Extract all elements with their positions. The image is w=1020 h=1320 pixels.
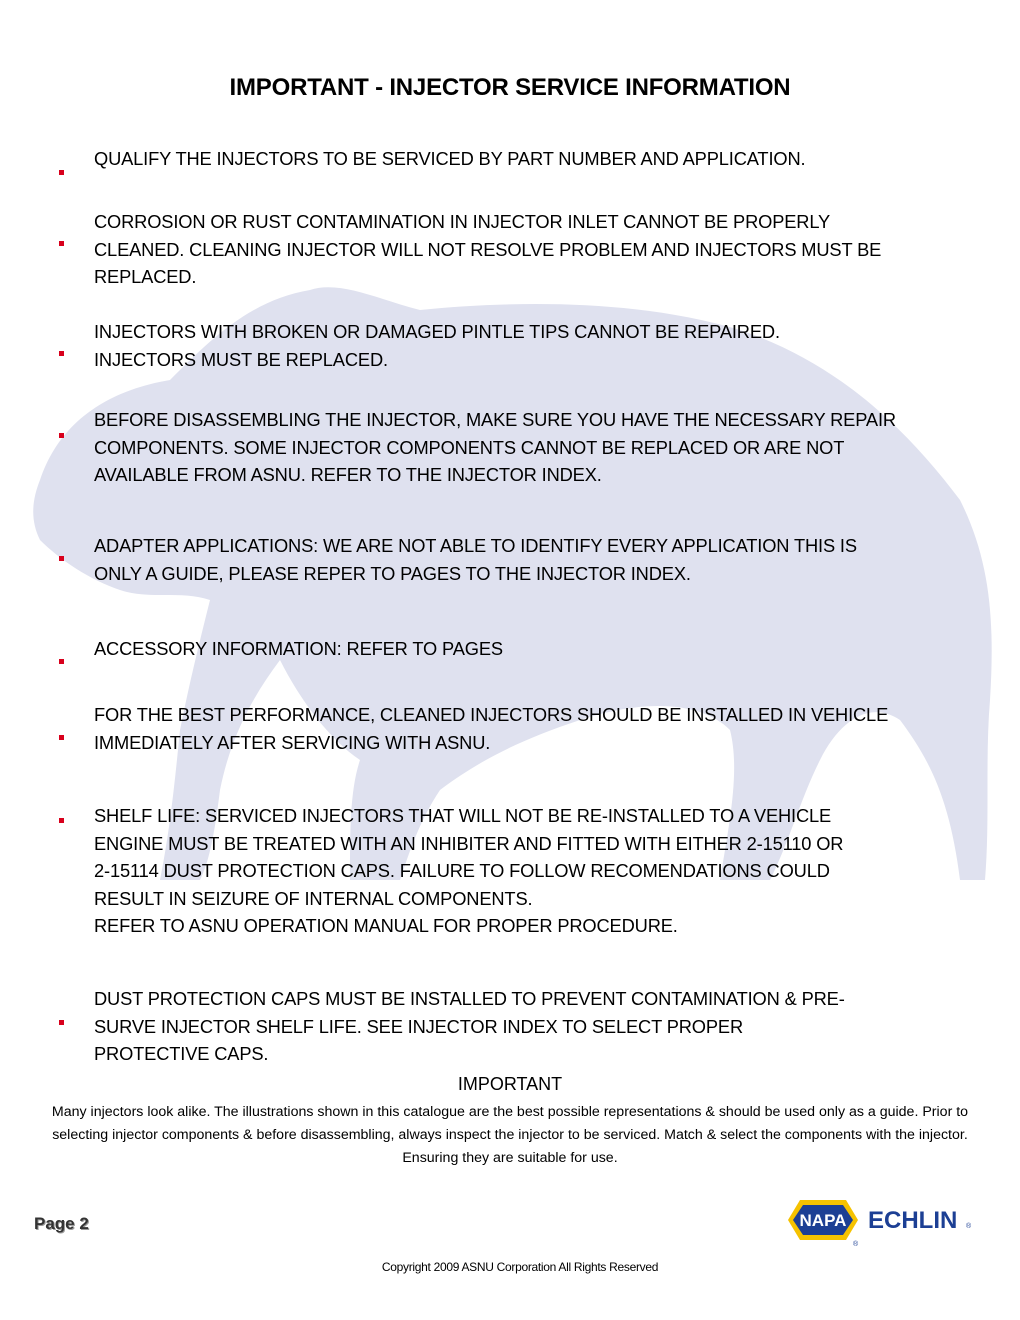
bullet-icon: [59, 433, 64, 438]
bullet-icon: [59, 735, 64, 740]
important-heading: IMPORTANT: [457, 1074, 563, 1094]
list-item-text: DUST PROTECTION CAPS MUST BE INSTALLED TO PREVENT CONTAMINATION & PRE- SURVE INJECTOR SHELF LIFE. SEE INJECTOR INDEX TO SELECT PROPER PROTECTIVE CAPS.: [94, 988, 845, 1064]
list-item-text: SHELF LIFE: SERVICED INJECTORS THAT WILL NOT BE RE-INSTALLED TO A VEHICLE ENGINE MUST BE TREATED WITH AN INHIBITER AND FITTED WITH EITHER 2-15110 OR 2-15114 DUST PROTECTION CAPS. FAILURE TO FOLLOW RECOMENDATIONS COULD RESULT IN SEIZURE OF INTERNAL COMPONENTS. REFER TO ASNU OPERATION MANUAL FOR PROPER PROCEDURE.: [94, 805, 844, 936]
list-item-text: INJECTORS WITH BROKEN OR DAMAGED PINTLE TIPS CANNOT BE REPAIRED. INJECTORS MUST BE REPLACED.: [94, 321, 780, 370]
page-title: IMPORTANT - INJECTOR SERVICE INFORMATION: [229, 74, 791, 101]
bullet-icon: [59, 170, 64, 175]
list-item-text: ADAPTER APPLICATIONS: WE ARE NOT ABLE TO IDENTIFY EVERY APPLICATION THIS IS ONLY A GUIDE, PLEASE REPER TO PAGES TO THE INJECTOR INDEX.: [94, 535, 857, 584]
important-note: Many injectors look alike. The illustrations shown in this catalogue are the best possible representations & should be used only as a guide. Prior to selecting injector components & before disassembling, always inspect the injector to be serviced. Match & select the components with the injector. Ensuring they are suitable for use.: [51, 1104, 969, 1166]
list-item-text: FOR THE BEST PERFORMANCE, CLEANED INJECTORS SHOULD BE INSTALLED IN VEHICLE IMMEDIATELY AFTER SERVICING WITH ASNU.: [94, 704, 889, 753]
page-number: Page 2: [34, 1214, 89, 1233]
bullet-icon: [59, 351, 64, 356]
copyright-text: Copyright 2009 ASNU Corporation All Rights Reserved: [381, 1260, 659, 1274]
napa-echlin-logo: [788, 1196, 974, 1248]
list-item-text: CORROSION OR RUST CONTAMINATION IN INJECTOR INLET CANNOT BE PROPERLY CLEANED. CLEANING INJECTOR WILL NOT RESOLVE PROBLEM AND INJECTORS MUST BE REPLACED.: [94, 211, 882, 287]
bullet-icon: [59, 1020, 64, 1025]
bullet-icon: [59, 818, 64, 823]
list-item-text: QUALIFY THE INJECTORS TO BE SERVICED BY PART NUMBER AND APPLICATION.: [94, 148, 806, 169]
list-item-text: BEFORE DISASSEMBLING THE INJECTOR, MAKE SURE YOU HAVE THE NECESSARY REPAIR COMPONENTS. SOME INJECTOR COMPONENTS CANNOT BE REPLACED OR ARE NOT AVAILABLE FROM ASNU. REFER TO THE INJECTOR INDEX.: [94, 409, 896, 485]
bullet-icon: [59, 659, 64, 664]
napa-logo-text: NAPA: [799, 1211, 847, 1230]
bullet-icon: [59, 241, 64, 246]
bullet-icon: [59, 556, 64, 561]
list-item-text: ACCESSORY INFORMATION: REFER TO PAGES: [94, 638, 503, 659]
echlin-logo-text: ECHLIN: [868, 1207, 958, 1234]
svg-text:®: ®: [853, 1241, 859, 1248]
svg-text:®: ®: [966, 1223, 972, 1230]
